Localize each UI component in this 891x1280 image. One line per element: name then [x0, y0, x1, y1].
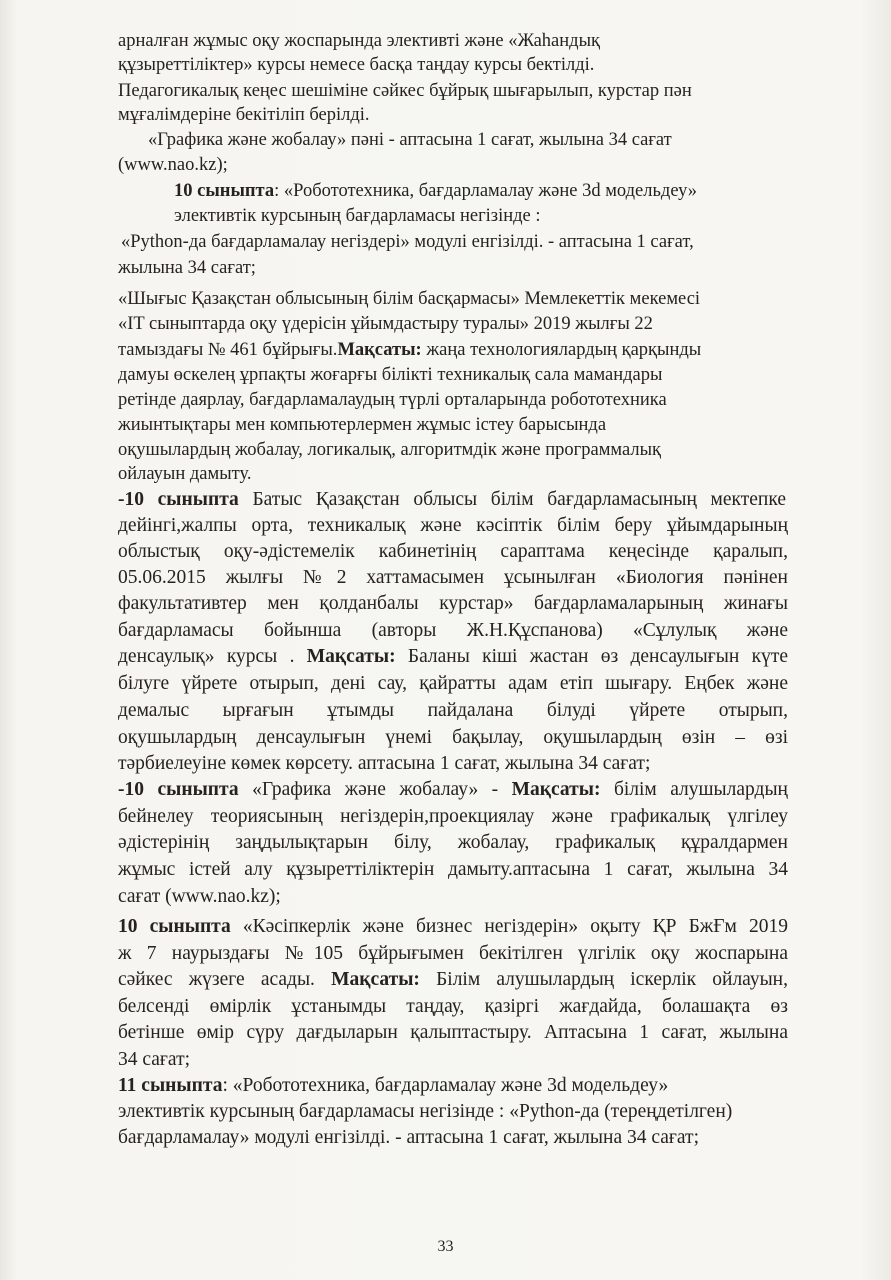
text-span: арналған жұмыс оқу жоспарында элективті және «Жаһандық [118, 31, 600, 51]
text-span: элективтік курсының бағдарламасы негізінде : [174, 206, 541, 226]
bold-text: 11 сыныпта [118, 1075, 223, 1096]
text-span: әдістерінің заңдылықтарын білу, жобалау, графикалық құралдармен [118, 832, 788, 853]
text-span: «Кәсіпкерлік және бизнес негіздерін» оқыту ҚР БжҒм 2019 [230, 916, 788, 937]
text-span: құзыреттіліктер» курсы немесе басқа таңдау курсы бектілді. [118, 55, 595, 75]
text-span: 34 сағат; [118, 1049, 191, 1070]
text-line [118, 389, 783, 411]
text-line [118, 567, 788, 589]
text-line [118, 969, 788, 991]
text-line [118, 620, 788, 642]
text-span: «Графика және жобалау» пәні - аптасына 1 сағат, жылына 34 сағат [148, 130, 672, 150]
text-span: факультативтер мен қолданбалы курстар» бағдарламаларының жинағы [118, 593, 788, 614]
text-span: ж 7 наурыздағы №105 бұйрығымен бекітілген үлгілік оқу жоспарына [118, 943, 788, 964]
text-span: «IT сыныптарда оқу үдерісін ұйымдастыру туралы» 2019 жылғы 22 [118, 314, 653, 334]
text-span: (www.nao.kz); [118, 155, 228, 175]
text-span: : «Робототехника, бағдарламалау және 3d модельдеу» [222, 1075, 669, 1096]
text-line [118, 1127, 738, 1149]
bold-text: Мақсаты: [511, 779, 601, 800]
text-span: «Шығыс Қазақстан облысының білім басқармасы» Мемлекеттік мекемесі [118, 289, 701, 309]
text-span: бейнелеу теориясының негіздерін,проекциялау және графикалық үлгілеу [118, 806, 788, 827]
text-span: жаңа технологиялардың қарқынды [421, 340, 702, 360]
text-line [118, 1101, 786, 1123]
text-span: «Python-да бағдарламалау негіздері» модулі енгізілді. - аптасына 1 сағат, [121, 232, 694, 252]
text-span: Батыс Қазақстан облысы білім бағдарламасының мектепке [238, 489, 786, 510]
text-span: жиынтықтары мен компьютерлермен жұмыс істеу барысында [118, 415, 607, 435]
text-line [118, 832, 788, 854]
text-span: Білім алушылардың іскерлік ойлауын, [419, 969, 788, 990]
text-span: дейінгі,жалпы орта, техникалық және кәсіптік білім беру ұйымдарының [118, 515, 788, 536]
text-line [118, 313, 738, 335]
text-line [118, 439, 763, 461]
text-span: бағдарламалау» модулі енгізілді. - аптасына 1 сағат, жылына 34 сағат; [118, 1127, 699, 1148]
text-span: білім алушылардың [600, 779, 788, 800]
text-line [174, 205, 594, 227]
text-line [118, 886, 318, 908]
text-span: жұмыс істей алу құзыреттіліктерін дамыту.аптасына 1 сағат, жылына 34 [118, 859, 788, 880]
text-line [118, 646, 788, 668]
text-span: дамуы өскелең ұрпақты жоғарғы білікті техникалық сала мамандары [118, 365, 663, 385]
text-span: Педагогикалық кеңес шешіміне сәйкес бұйрық шығарылып, курстар пән [118, 81, 692, 101]
text-line [118, 1075, 748, 1097]
text-line [118, 104, 418, 126]
text-span: оқушылардың жобалау, логикалық, алгоритмдік және программалық [118, 440, 662, 460]
text-line [118, 414, 703, 436]
text-line [118, 30, 678, 52]
text-span: элективтік курсының бағдарламасы негізінде : «Python-да (тереңдетілген) [118, 1101, 733, 1122]
text-line [118, 859, 788, 881]
bold-text: Мақсаты: [337, 340, 422, 360]
text-line [148, 129, 766, 151]
text-span: сағат (www.nao.kz); [118, 886, 281, 907]
text-line [118, 257, 288, 279]
text-line [121, 231, 793, 253]
text-line [174, 180, 782, 202]
text-line [118, 593, 788, 615]
text-span: жылына 34 сағат; [118, 258, 256, 278]
text-span: ойлауын дамыту. [118, 464, 252, 484]
bold-text: -10 сыныпта [118, 779, 239, 800]
text-span: оқушылардың денсаулығын үнемі бақылау, оқушылардың өзін – өзі [118, 727, 788, 748]
text-line [118, 1022, 788, 1044]
text-span: білуге үйрете отырып, дені сау, қайратты адам етіп шығару. Еңбек және [118, 673, 788, 694]
text-span: Баланы кіші жастан өз денсаулығын күте [395, 646, 788, 667]
text-span: 05.06.2015 жылғы №2 хаттамасымен ұсынылған «Биология пәнінен [118, 567, 788, 588]
bold-text: Мақсаты: [331, 969, 420, 990]
text-line [118, 673, 788, 695]
text-span: денсаулық» курсы . [118, 646, 307, 667]
text-line [118, 364, 786, 386]
text-line [118, 288, 790, 310]
text-span: бағдарламасы бойынша (авторы Ж.Н.Құспанова) «Сұлулық және [118, 620, 788, 641]
text-line [118, 943, 788, 965]
text-span: : «Робототехника, бағдарламалау және 3d модельдеу» [274, 181, 698, 201]
text-line [118, 806, 788, 828]
text-span: ретінде даярлау, бағдарламалаудың түрлі орталарында робототехника [118, 390, 667, 410]
text-line [118, 996, 788, 1018]
text-line [118, 80, 768, 102]
text-span: белсенді өмірлік ұстанымды таңдау, қазіргі жағдайда, болашақта өз [118, 996, 788, 1017]
text-span: облыстық оқу-әдістемелік кабинетінің сараптама кеңесінде қаралып, [118, 541, 788, 562]
text-span: «Графика және жобалау» - [238, 779, 512, 800]
text-line [118, 489, 786, 511]
text-span: тамыздағы № 461 бұйрығы. [118, 340, 338, 360]
text-line [118, 753, 723, 775]
text-line [118, 916, 788, 938]
bold-text: -10 сыныпта [118, 489, 239, 510]
bold-text: 10 сыныпта [118, 916, 231, 937]
text-line [118, 779, 788, 801]
bold-text: Мақсаты: [306, 646, 396, 667]
text-line [118, 339, 785, 361]
text-span: бетінше өмір сүру дағдыларын қалыптастыру. Аптасына 1 сағат, жылына [118, 1022, 788, 1043]
text-line [118, 54, 666, 76]
text-line [118, 727, 788, 749]
text-line [118, 541, 788, 563]
text-line [118, 700, 788, 722]
page-number: 33 [437, 1238, 454, 1255]
text-line [118, 463, 253, 485]
text-line [118, 154, 258, 176]
text-line [118, 515, 788, 537]
text-span: тәрбиелеуіне көмек көрсету. аптасына 1 сағат, жылына 34 сағат; [118, 753, 651, 774]
text-span: сәйкес жүзеге асады. [118, 969, 332, 990]
bold-text: 10 сыныпта [174, 181, 275, 201]
text-line [118, 1049, 208, 1071]
text-span: демалыс ырғағын ұтымды пайдалана білуді үйрете отырып, [118, 700, 788, 721]
text-span: мұғалімдеріне бекітіліп берілді. [118, 105, 370, 125]
